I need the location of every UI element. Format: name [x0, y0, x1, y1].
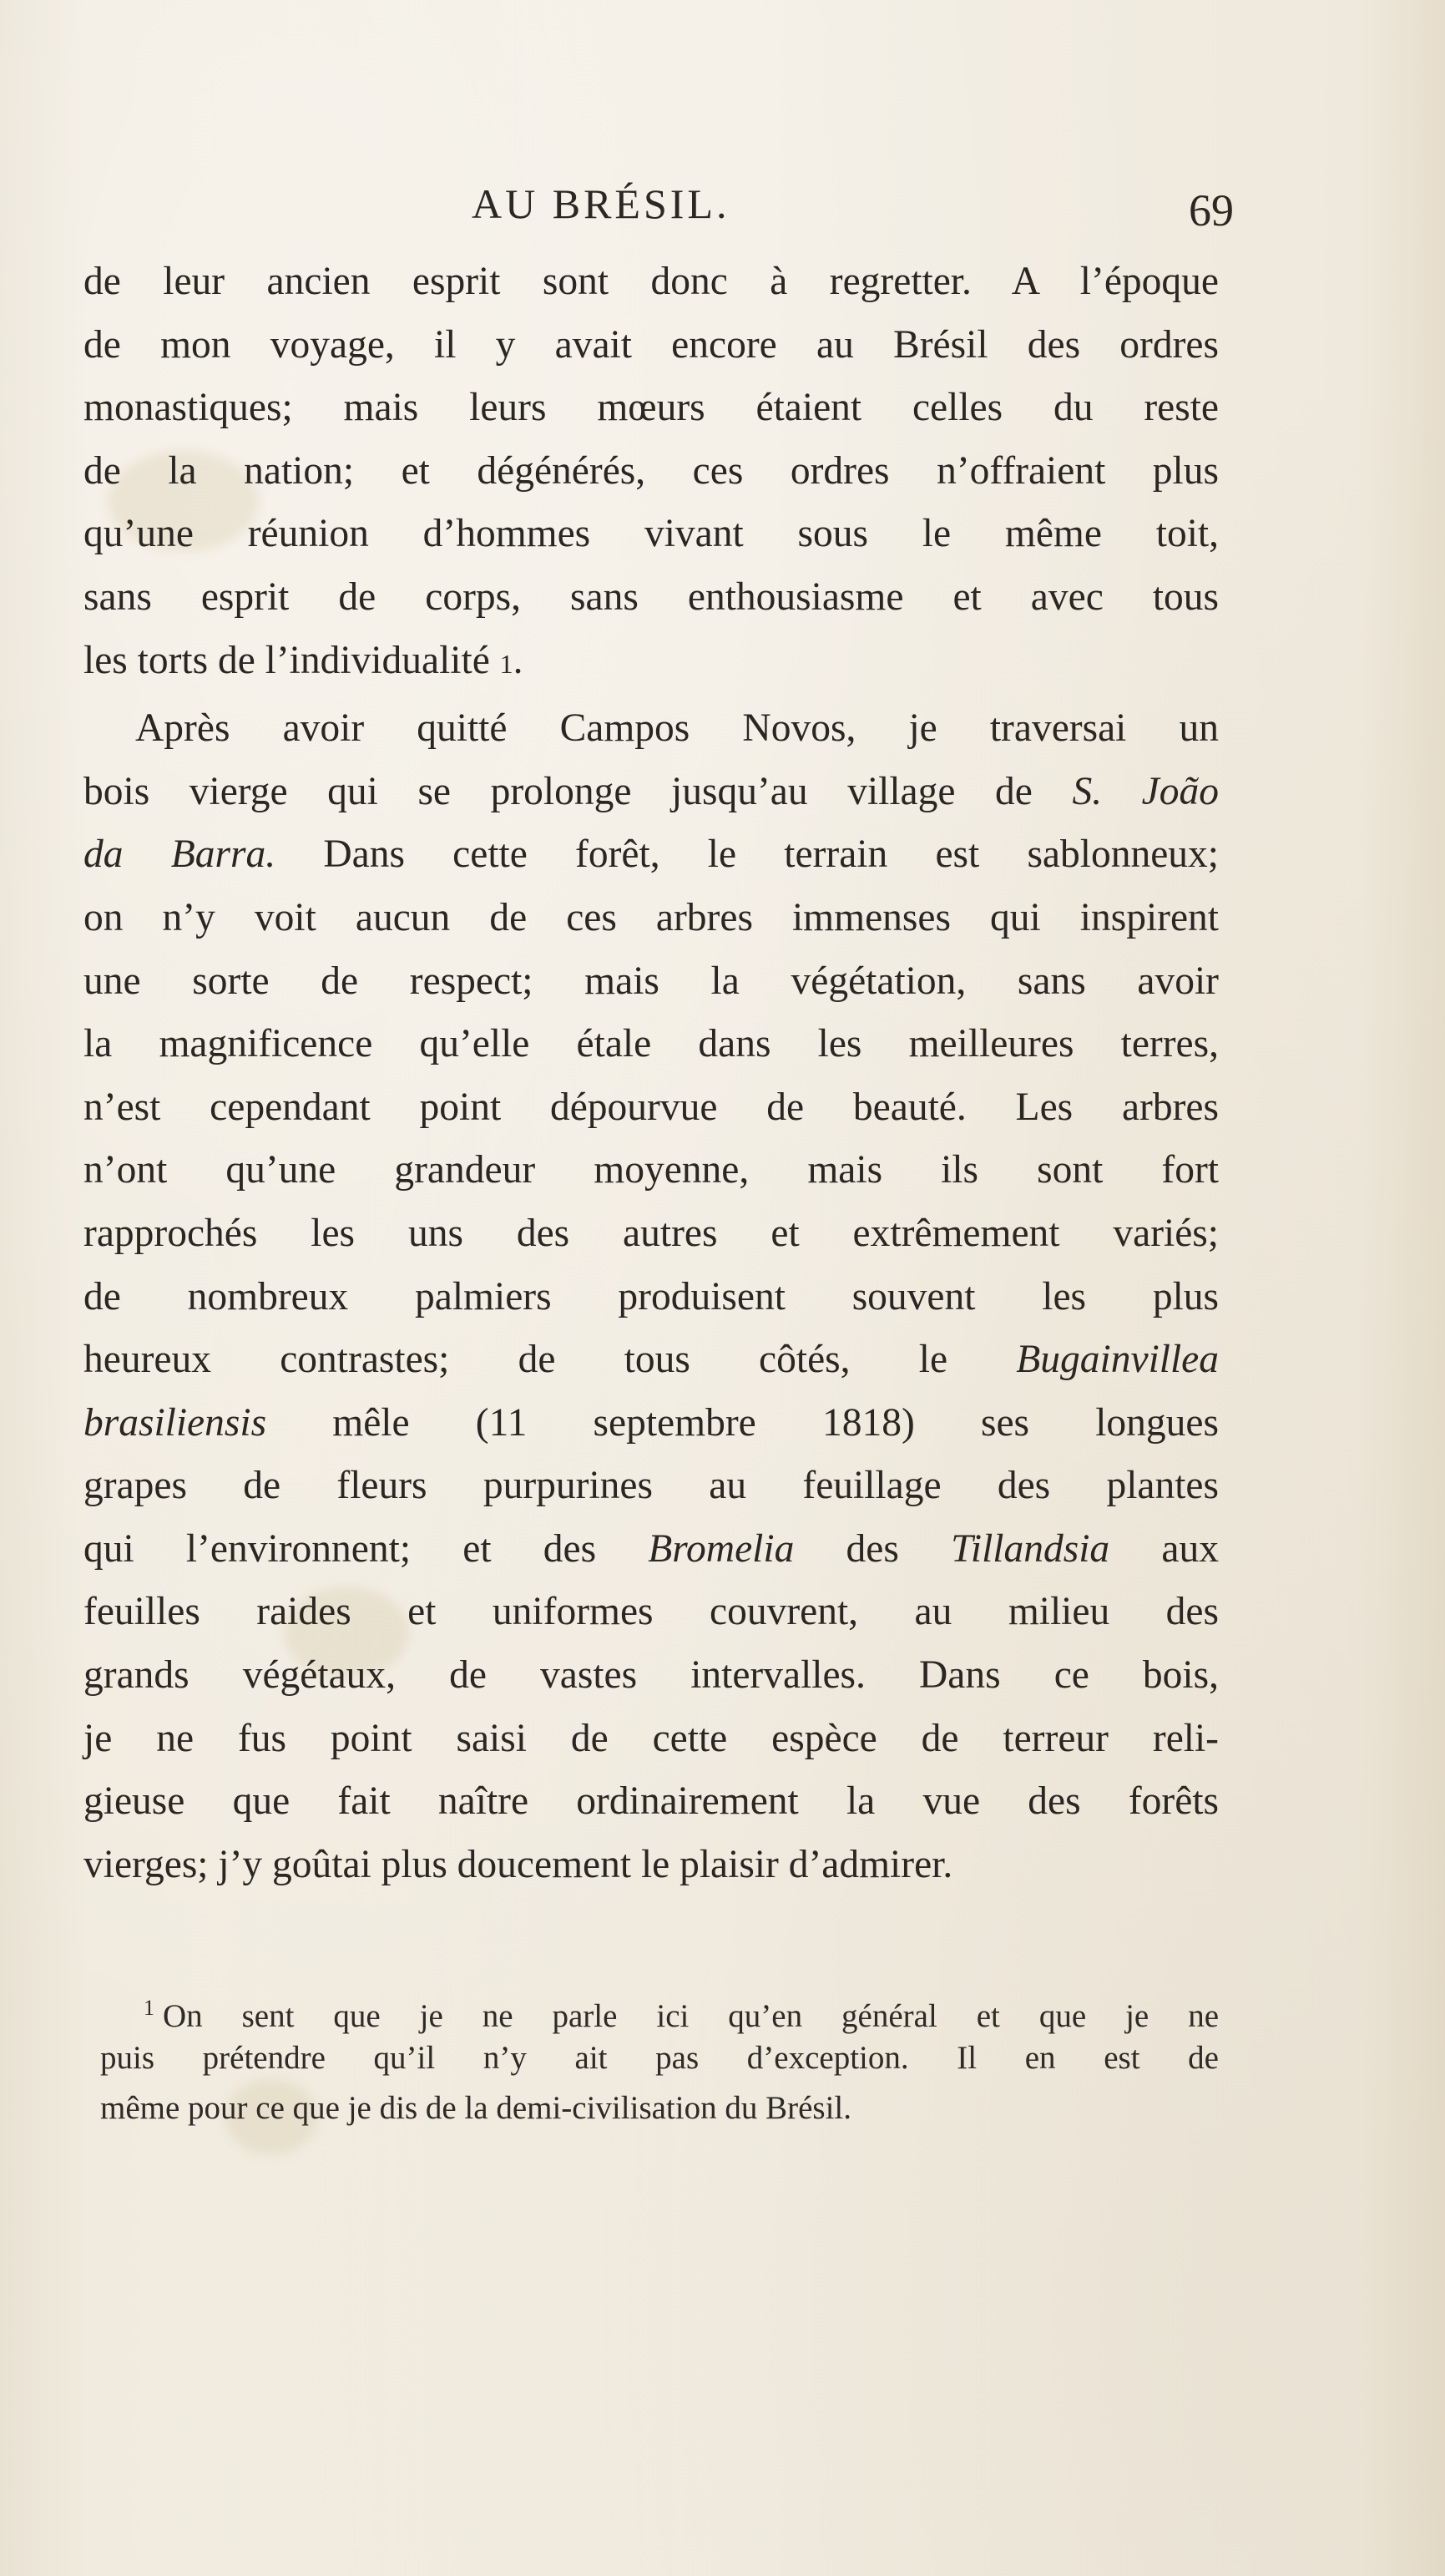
- text-line: de mon voyage, il y avait encore au Brésil des ordres: [83, 322, 1219, 367]
- text-line: grands végétaux, de vastes intervalles. Dans ce bois,: [83, 1653, 1219, 1698]
- text-run: qui l’environnent; et des: [83, 1526, 649, 1571]
- text-line: n’est cependant point dépourvue de beauté. Les arbres: [83, 1085, 1219, 1129]
- text-line: on n’y voit aucun de ces arbres immenses qui inspirent: [83, 895, 1219, 939]
- text-run: les torts de l’individualité: [83, 638, 490, 682]
- italic-species-name: brasiliensis: [83, 1400, 267, 1445]
- text-line: de la nation; et dégénérés, ces ordres n’offraient plus: [83, 448, 1219, 493]
- text-line: sans esprit de corps, sans enthousiasme et avec tous: [83, 574, 1219, 619]
- text-line: [83, 1328, 1219, 1392]
- text-line: [83, 630, 1219, 693]
- text-line: feuilles raides et uniformes couvrent, au milieu des: [83, 1590, 1219, 1634]
- italic-species-name: Bugainvillea: [1016, 1338, 1219, 1382]
- text-line: [83, 761, 1219, 824]
- page-header: [83, 180, 1234, 238]
- italic-place-name: S. João: [1072, 769, 1219, 813]
- text-line: monastiques; mais leurs mœurs étaient celles du reste: [83, 386, 1219, 430]
- italic-place-name: da Barra.: [83, 833, 276, 877]
- italic-genus-name: Bromelia: [648, 1526, 795, 1571]
- body-text: [83, 251, 1219, 1896]
- running-title: AU BRÉSIL.: [472, 180, 730, 227]
- text-line: je ne fus point saisi de cette espèce de terreur reli-: [83, 1716, 1219, 1760]
- text-line: de leur ancien esprit sont donc à regretter. A l’époque: [83, 260, 1219, 303]
- text-run: heureux contrastes; de tous côtés, le: [83, 1338, 1017, 1382]
- text-line: vierges; j’y goûtai plus doucement le plaisir d’admirer.: [83, 1842, 953, 1886]
- text-run: On sent que je ne parle ici qu’en général et que je ne: [163, 1998, 1219, 2034]
- text-run: aux: [1109, 1526, 1219, 1571]
- text-run: des: [794, 1526, 952, 1571]
- italic-genus-name: Tillandsia: [951, 1526, 1110, 1571]
- text-run: mêle (11 septembre 1818) ses longues: [266, 1400, 1219, 1445]
- text-line: Après avoir quitté Campos Novos, je traversai un: [135, 706, 1219, 751]
- text-line: la magnificence qu’elle étale dans les meilleures terres,: [83, 1022, 1219, 1066]
- footnote: [100, 1983, 1219, 2133]
- footnote-mark: 1: [144, 1996, 154, 2020]
- text-run: .: [513, 638, 523, 682]
- footnote-reference: 1: [499, 648, 513, 679]
- text-line: grapes de fleurs purpurines au feuillage des plantes: [83, 1464, 1219, 1508]
- footnote-line: même pour ce que je dis de la demi-civilisation du Brésil.: [100, 2090, 852, 2126]
- text-line: de nombreux palmiers produisent souvent les plus: [83, 1274, 1219, 1318]
- text-run: Dans cette forêt, le terrain est sablonneux;: [275, 833, 1219, 877]
- text-line: une sorte de respect; mais la végétation, sans avoir: [83, 959, 1219, 1003]
- text-line: gieuse que fait naître ordinairement la vue des forêts: [83, 1779, 1219, 1824]
- page-number: 69: [1189, 185, 1234, 235]
- footnote-line: [100, 1983, 1219, 2033]
- text-run: bois vierge qui se prolonge jusqu’au village de: [83, 769, 1073, 813]
- text-line: [83, 823, 1219, 887]
- text-line: [83, 1518, 1219, 1582]
- text-line: [83, 1392, 1219, 1455]
- text-line: qu’une réunion d’hommes vivant sous le même toit,: [83, 512, 1219, 556]
- text-line: n’ont qu’une grandeur moyenne, mais ils sont fort: [83, 1148, 1219, 1192]
- footnote-line: puis prétendre qu’il n’y ait pas d’exception. Il en est de: [100, 2040, 1219, 2076]
- text-line: rapprochés les uns des autres et extrêmement variés;: [83, 1211, 1219, 1255]
